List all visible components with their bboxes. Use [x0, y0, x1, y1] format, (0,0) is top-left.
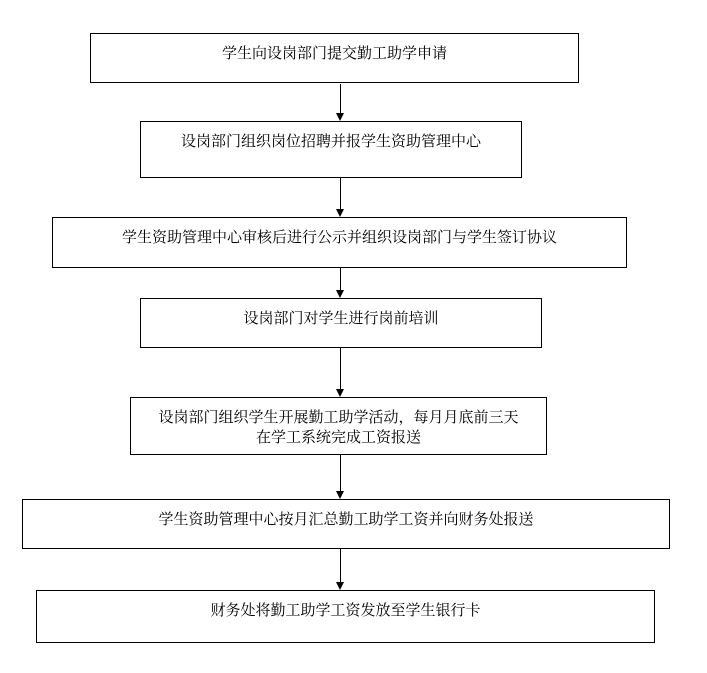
arrow-shaft	[340, 549, 341, 584]
flow-step-7-label: 财务处将勤工助学工资发放至学生银行卡	[210, 601, 481, 619]
flow-step-1-label: 学生向设岗部门提交勤工助学申请	[221, 44, 447, 62]
arrow-shaft	[340, 268, 341, 292]
flow-arrow-1-2-icon	[336, 84, 345, 121]
flow-step-1-box	[90, 33, 579, 83]
flow-step-4-box	[140, 298, 542, 348]
arrow-head-icon	[336, 389, 344, 397]
arrow-head-icon	[336, 582, 344, 590]
arrow-head-icon	[336, 491, 344, 499]
flow-step-3-label: 学生资助管理中心审核后进行公示并组织设岗部门与学生签订协议	[121, 228, 557, 246]
flow-arrow-3-4-icon	[336, 268, 345, 298]
flow-arrow-2-3-icon	[336, 178, 345, 217]
flow-step-5-label: 设岗部门组织学生开展勤工助学活动，每月月底前三天在学工系统完成工资报送	[158, 408, 519, 446]
arrow-head-icon	[336, 209, 344, 217]
arrow-shaft	[340, 84, 341, 115]
flow-step-6-label: 学生资助管理中心按月汇总勤工助学工资并向财务处报送	[158, 510, 534, 528]
flow-step-2-box	[140, 121, 522, 178]
flow-arrow-5-6-icon	[336, 455, 345, 499]
arrow-head-icon	[336, 290, 344, 298]
arrow-shaft	[340, 455, 341, 493]
flow-step-3-box	[52, 217, 627, 268]
flow-arrow-4-5-icon	[336, 348, 345, 397]
flow-step-7-box	[36, 590, 655, 643]
flow-arrow-6-7-icon	[336, 549, 345, 590]
flow-step-2-label: 设岗部门组织岗位招聘并报学生资助管理中心	[180, 132, 481, 150]
flow-step-5-box	[130, 397, 547, 455]
arrow-shaft	[340, 178, 341, 211]
arrow-shaft	[340, 348, 341, 391]
flow-step-6-box	[22, 499, 670, 549]
flow-step-4-label: 设岗部门对学生进行岗前培训	[243, 309, 439, 327]
arrow-head-icon	[336, 113, 344, 121]
